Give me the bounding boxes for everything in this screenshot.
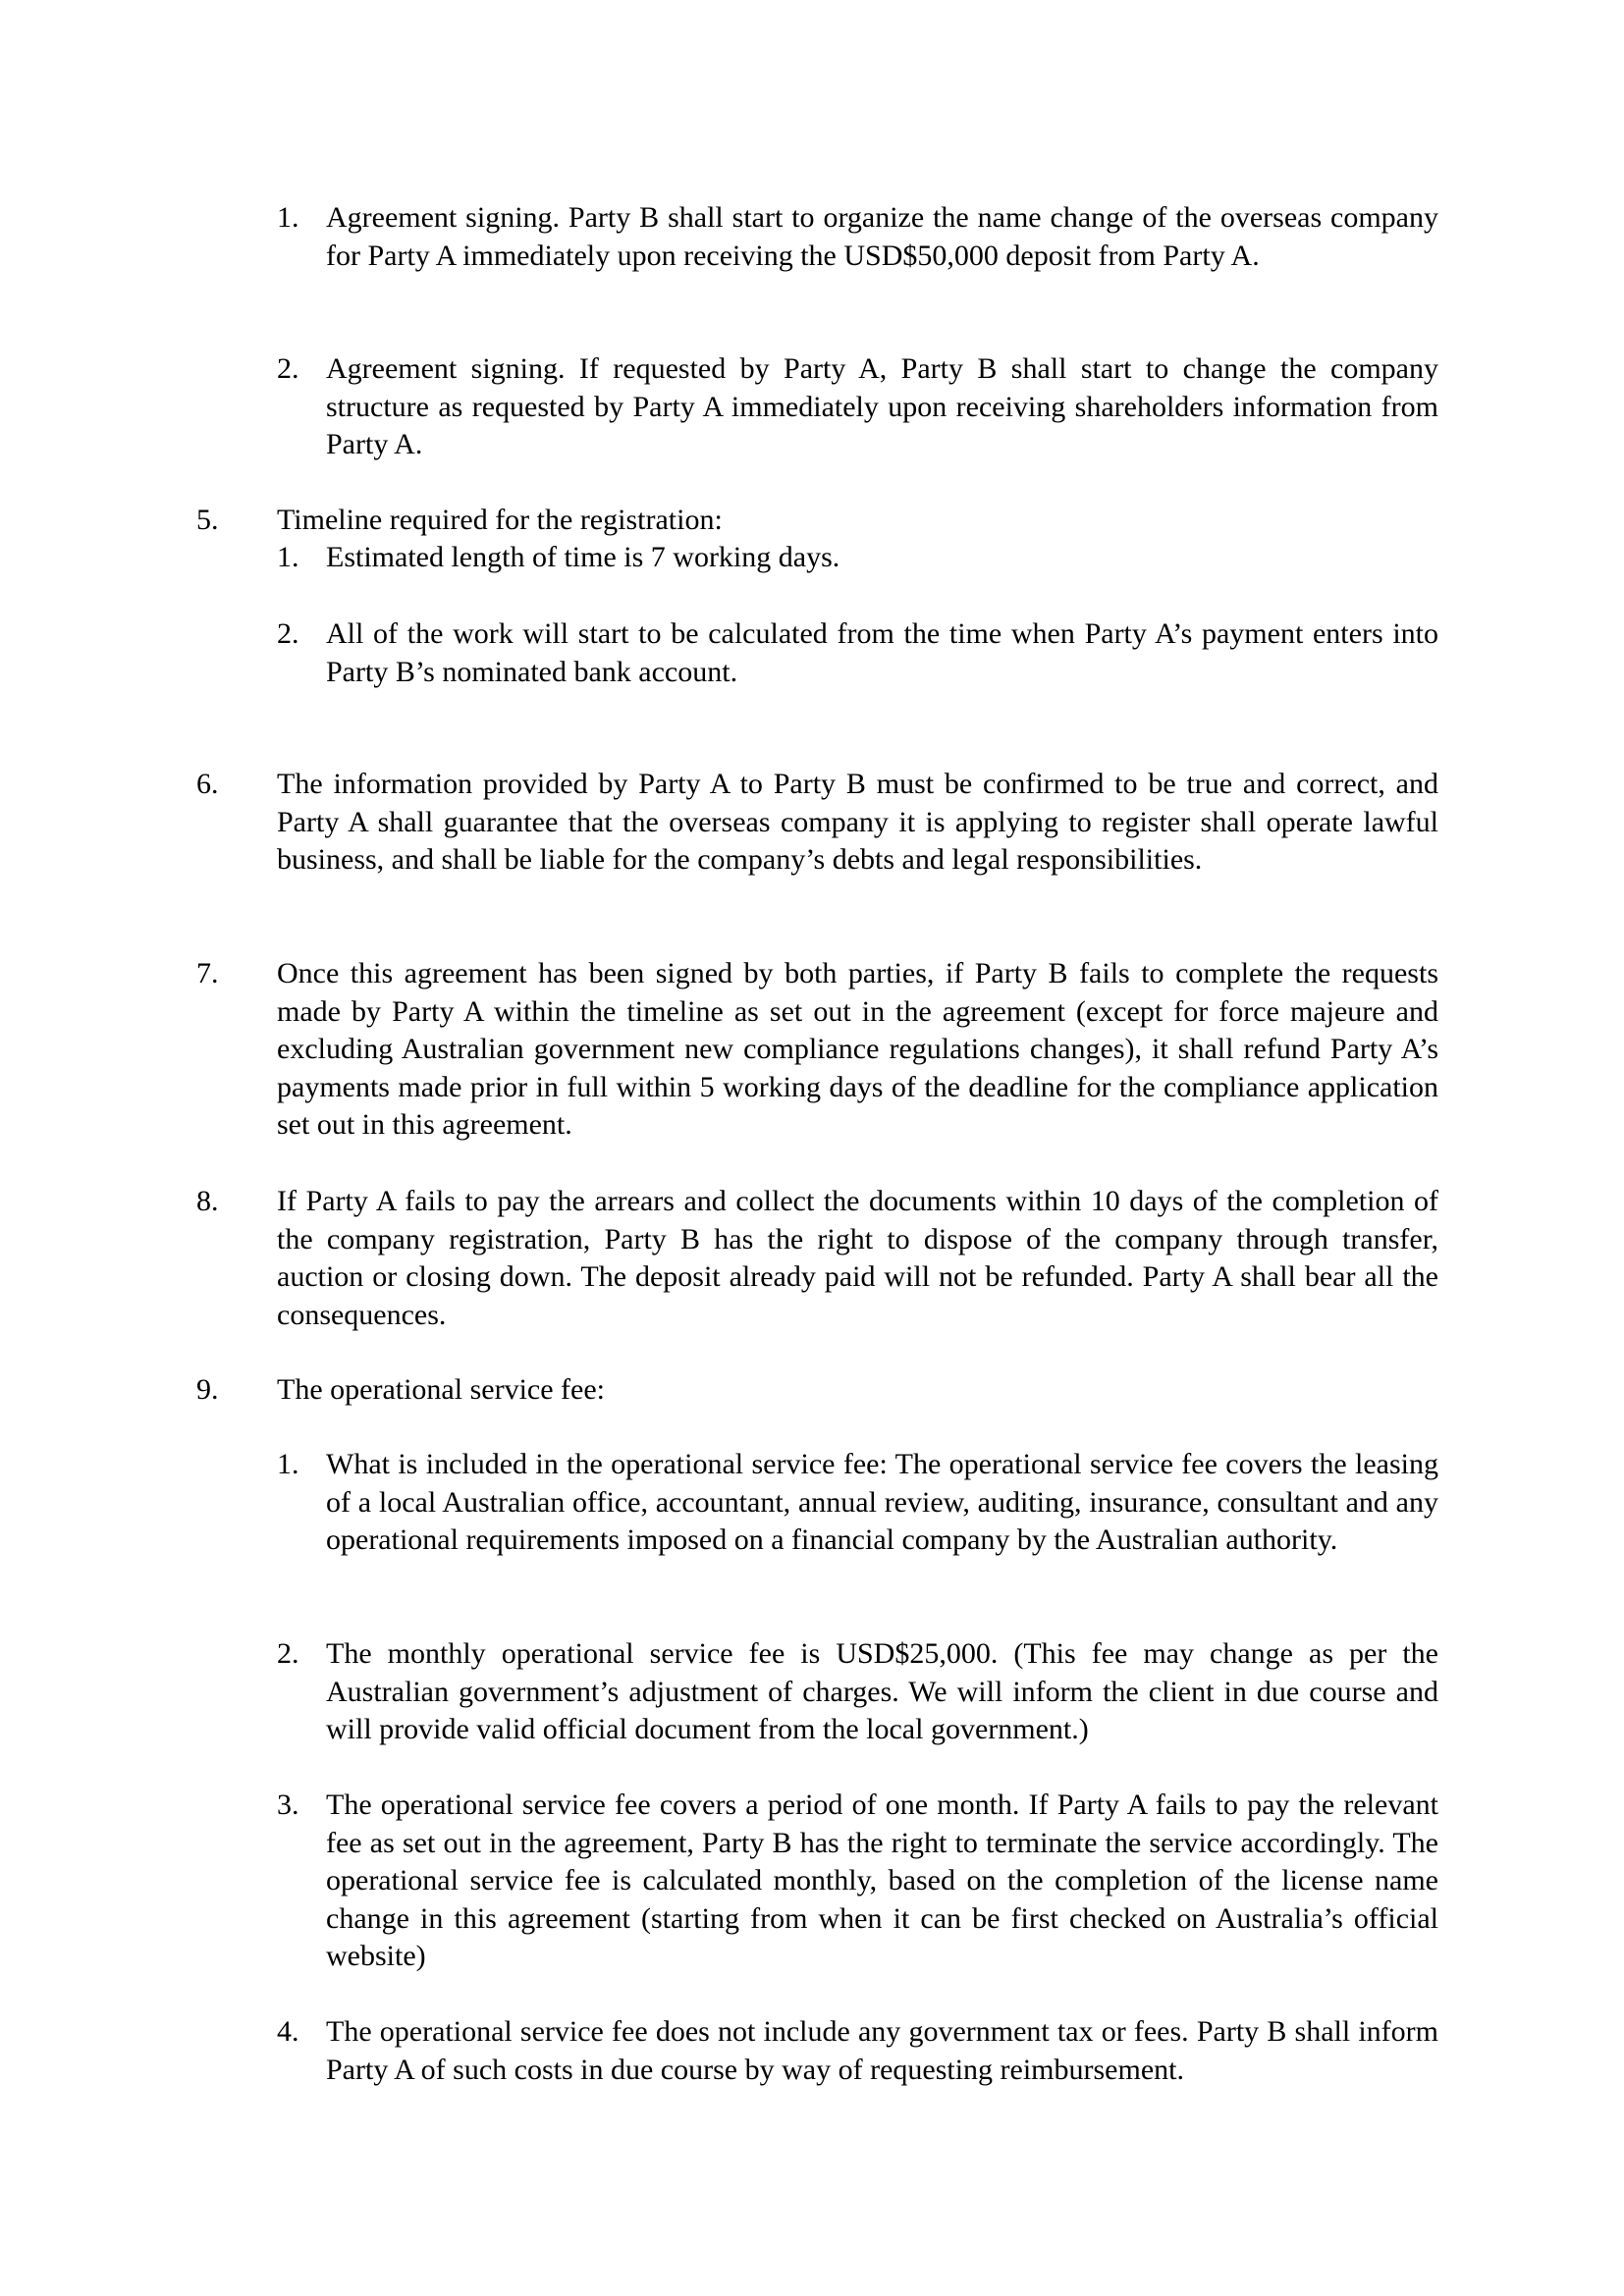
subitem-number: 1. [277,201,299,234]
clause-number: 6. [196,768,219,800]
subitem-text: Agreement signing. Party B shall start to organize the name change of the overseas company for Party A immediately upon receiving the USD$50,000 deposit from Party A. [326,201,1438,272]
clause-number: 5. [196,504,219,536]
subitem-number: 3. [277,1789,299,1821]
clause-text: The information provided by Party A to Party B must be confirmed to be true and correct, and Party A shall guarantee that the overseas company it is applying to register shall operate lawful business, and shall be liable for the company’s debts and legal responsibilities. [277,768,1438,876]
subitem-text: The operational service fee covers a period of one month. If Party A fails to pay the relevant fee as set out in the agreement, Party B has the right to terminate the service accordingly. The operational service fee is calculated monthly, based on the completion of the license name change in this agreement (starting from when it can be first checked on Australia’s official website) [326,1789,1438,1972]
subitem-number: 2. [277,352,299,385]
subitem-number: 1. [277,541,299,573]
subitem-text: What is included in the operational service fee: The operational service fee covers the leasing of a local Australian office, accountant, annual review, auditing, insurance, consultant and any operational requirements imposed on a financial company by the Australian authority. [326,1448,1438,1556]
clause-number: 9. [196,1373,219,1406]
subitem-number: 2. [277,617,299,650]
subitem-text: Agreement signing. If requested by Party A, Party B shall start to change the company structure as requested by Party A immediately upon receiving shareholders information from Party A. [326,352,1438,460]
clause-text: Once this agreement has been signed by both parties, if Party B fails to complete the requests made by Party A within the timeline as set out in the agreement (except for force majeure and excluding Australian government new compliance regulations changes), it shall refund Party A’s payments made prior in full within 5 working days of the deadline for the compliance application set out in this agreement. [277,957,1438,1141]
clause-text: The operational service fee: [277,1373,605,1406]
subitem-number: 1. [277,1448,299,1480]
clause-text: If Party A fails to pay the arrears and collect the documents within 10 days of the completion of the company registration, Party B has the right to dispose of the company through transfer, auction or closing down. The deposit already paid will not be refunded. Party A shall bear all the consequences. [277,1185,1438,1331]
subitem-text: The operational service fee does not include any government tax or fees. Party B shall inform Party A of such costs in due course by way of requesting reimbursement. [326,2015,1438,2086]
clause-number: 7. [196,957,219,989]
subitem-number: 2. [277,1637,299,1670]
subitem-number: 4. [277,2015,299,2048]
subitem-text: The monthly operational service fee is USD$25,000. (This fee may change as per the Australian government’s adjustment of charges. We will inform the client in due course and will provide valid official document from the local government.) [326,1637,1438,1745]
subitem-text: All of the work will start to be calculated from the time when Party A’s payment enters into Party B’s nominated bank account. [326,617,1438,688]
subitem-text: Estimated length of time is 7 working days. [326,541,840,573]
clause-number: 8. [196,1185,219,1217]
clause-text: Timeline required for the registration: [277,504,723,536]
